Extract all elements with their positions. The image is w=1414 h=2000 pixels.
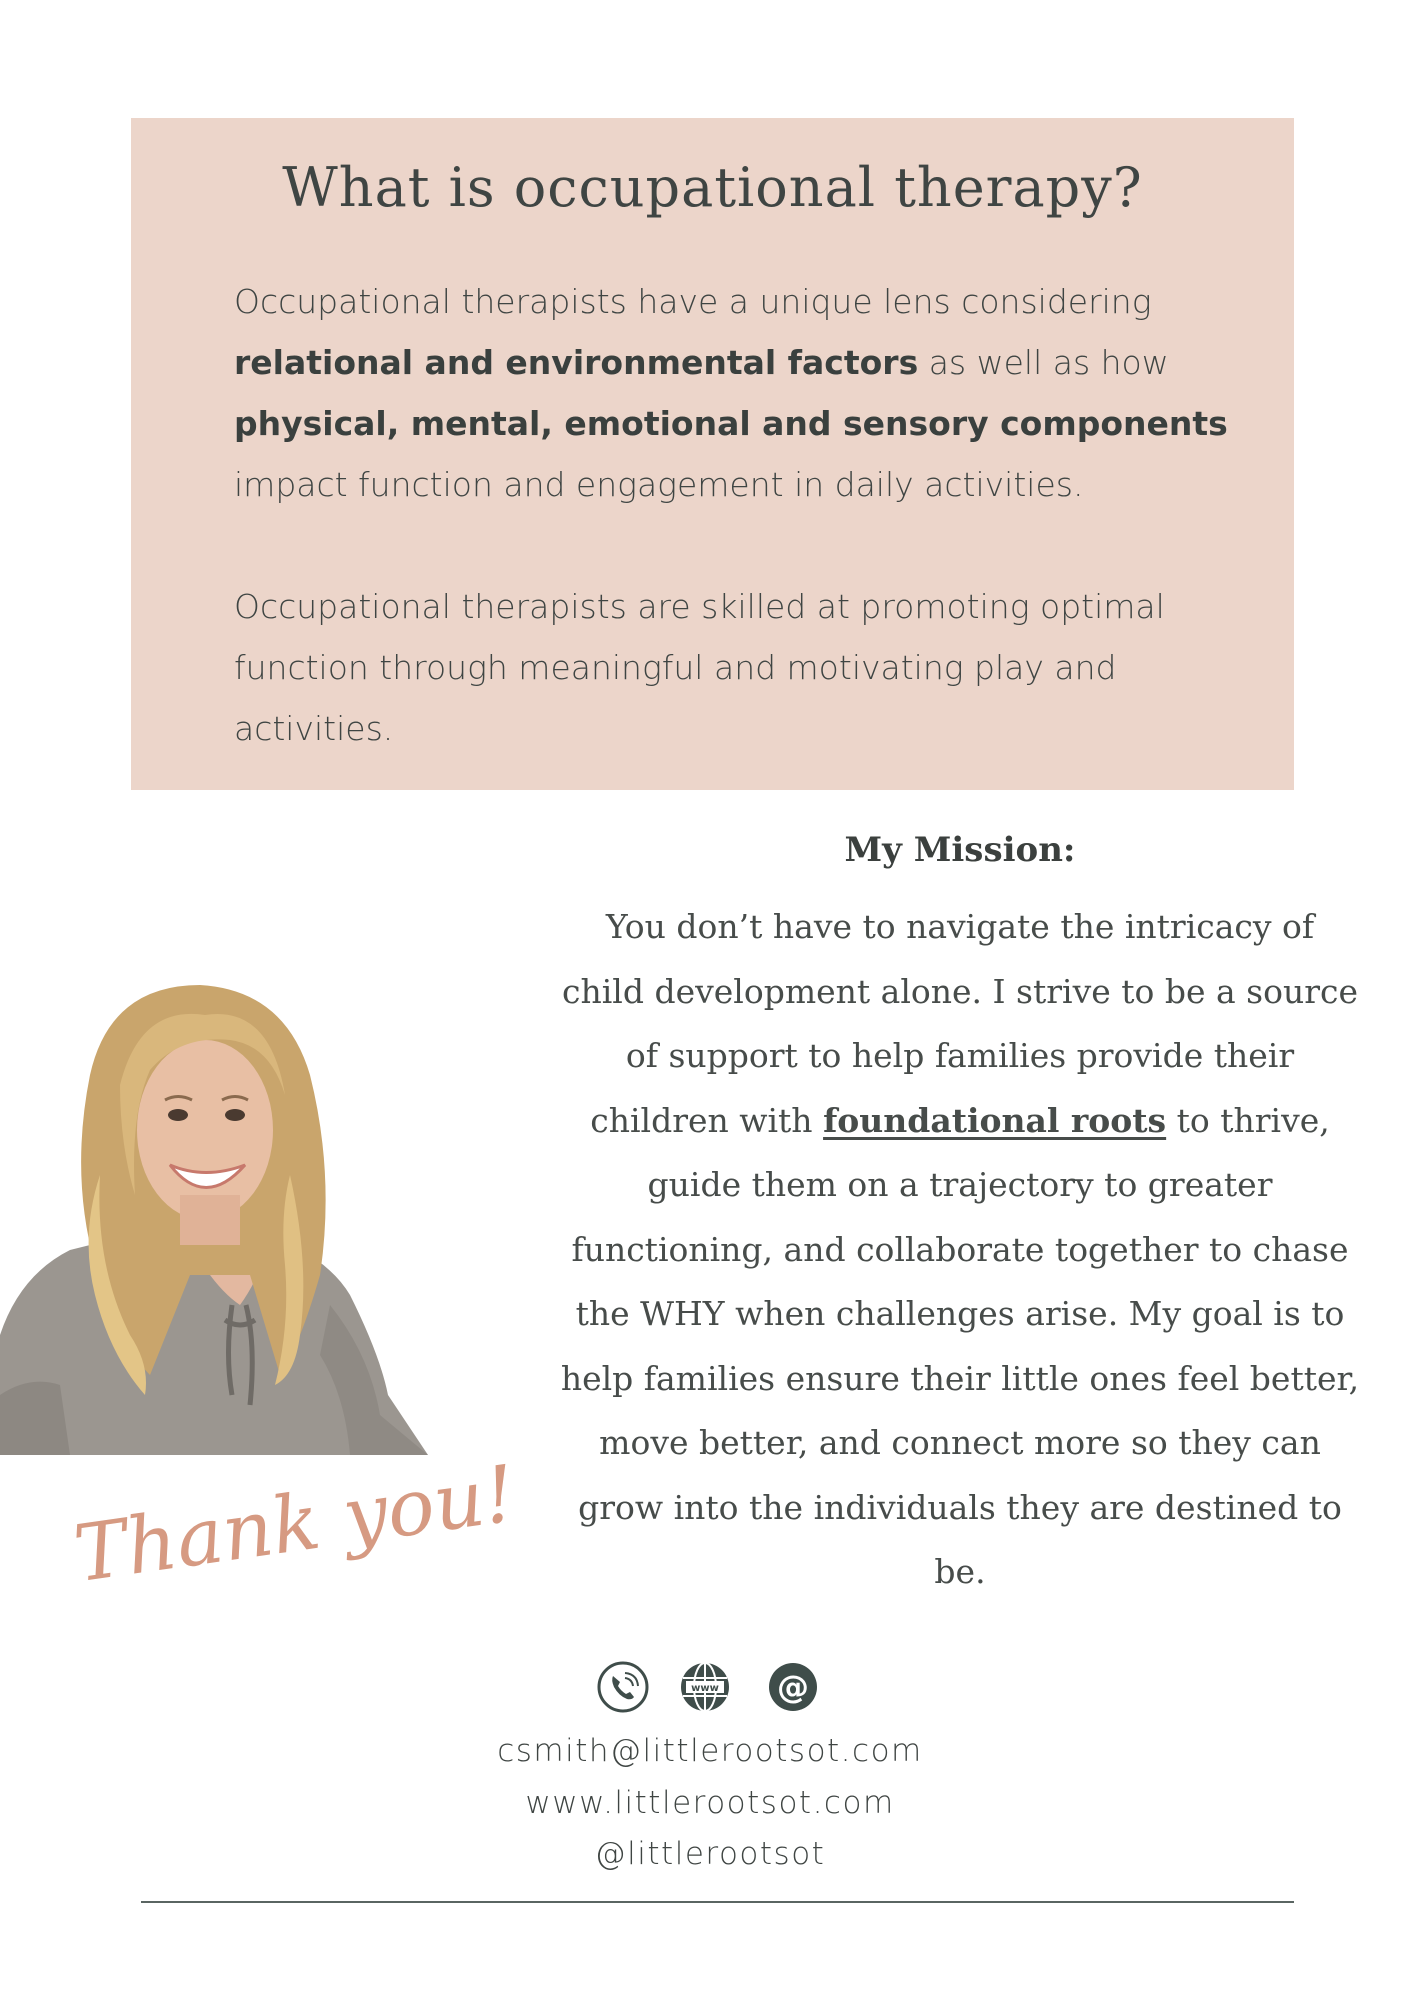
ot-p1-bold-2: physical, mental, emotional and sensory components	[234, 404, 1228, 443]
ot-paragraph-1	[234, 271, 1234, 515]
phone-icon[interactable]	[596, 1660, 650, 1714]
ot-p1-text-1: Occupational therapists have a unique lens considering	[234, 282, 1152, 321]
what-is-ot-panel	[131, 118, 1294, 790]
at-sign-icon[interactable]	[766, 1660, 820, 1714]
contact-website[interactable]: www.littlerootsot.com	[525, 1785, 895, 1821]
ot-p1-text-3: impact function and engagement in daily activities.	[234, 465, 1084, 504]
contact-icons	[596, 1660, 836, 1716]
mission-text-after: to thrive, guide them on a trajectory to greater functioning, and collaborate together to chase the WHY when challenges arise. My goal is to help families ensure their little ones feel better, move better, and connect more so they can grow into the individuals they are destined to be.	[560, 1100, 1360, 1591]
therapist-photo	[0, 975, 428, 1455]
ot-section-title: What is occupational therapy?	[282, 156, 1143, 219]
ot-p1-text-2: as well as how	[918, 343, 1169, 382]
globe-www-icon[interactable]	[678, 1660, 732, 1714]
mission-text-before: You don’t have to navigate the intricacy of child development alone. I strive to be a source of support to help families provide their children with	[562, 907, 1358, 1140]
mission-highlight: foundational roots	[823, 1100, 1167, 1140]
mission-heading: My Mission:	[844, 830, 1076, 870]
ot-paragraph-2: Occupational therapists are skilled at promoting optimal function through meaningful and motivating play and activities.	[234, 587, 1165, 748]
ot-p1-bold-1: relational and environmental factors	[234, 343, 919, 382]
signature-text: Thank you!	[69, 1449, 521, 1601]
mission-text	[560, 895, 1360, 1605]
contact-email[interactable]: csmith@littlerootsot.com	[497, 1733, 923, 1769]
contact-handle[interactable]: @littlerootsot	[594, 1836, 826, 1872]
svg-text:www: www	[691, 1683, 719, 1694]
svg-text:@: @	[777, 1668, 809, 1706]
footer-divider	[141, 1901, 1294, 1903]
thank-you-signature	[65, 1440, 525, 1620]
